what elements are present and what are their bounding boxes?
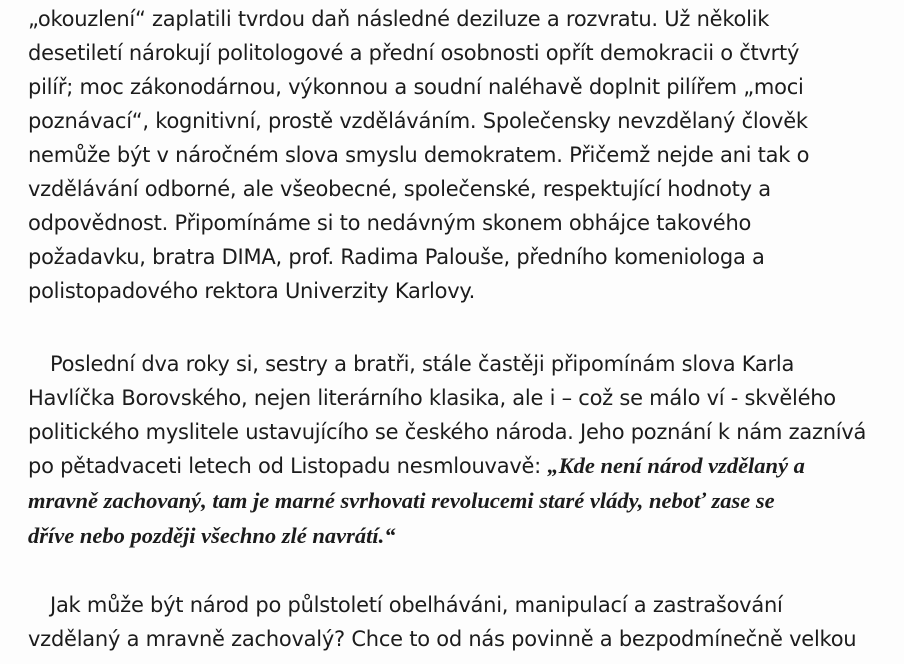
text-line: nemůže být v náročném slova smyslu demokratem. Přičemž nejde ani tak o — [28, 143, 810, 167]
text-line: vzdělávání odborné, ale všeobecné, společenské, respektující hodnoty a — [28, 177, 771, 201]
text-line: politického myslitele ustavujícího se českého národa. Jeho poznání k nám zaznívá — [28, 420, 867, 444]
quote-line: mravně zachovaný, tam je marné svrhovati revolucemi staré vlády, neboť zase se — [28, 488, 775, 513]
text-line: požadavku, bratra DIMA, prof. Radima Palouše, předního komeniologa a — [28, 245, 765, 269]
text-line: pilíř; moc zákonodárnou, výkonnou a soudní naléhavě doplnit pilířem „moci — [28, 75, 804, 99]
text-line: polistopadového rektora Univerzity Karlovy. — [28, 279, 476, 303]
text-line: desetiletí nárokují politologové a přední osobnosti opřít demokracii o čtvrtý — [28, 41, 800, 65]
plain-text: po pětadvaceti letech od Listopadu nesmlouvavě: — [28, 454, 548, 478]
quote-line: dříve nebo později všechno zlé navrátí.“ — [28, 523, 396, 548]
text-line: vzdělaný a mravně zachovalý? Chce to od nás povinně a bezpodmínečně velkou — [28, 627, 857, 651]
text-line — [28, 451, 805, 481]
text-line: „okouzlení“ zaplatili tvrdou daň následné deziluze a rozvratu. Už několik — [28, 7, 770, 31]
text-line: Havlíčka Borovského, nejen literárního klasika, ale i – což se málo ví - skvělého — [28, 386, 836, 410]
text-line: Poslední dva roky si, sestry a bratři, stále častěji připomínám slova Karla — [50, 352, 795, 376]
text-line: odpovědnost. Připomínáme si to nedávným skonem obhájce takového — [28, 211, 752, 235]
text-line: poznávací“, kognitivní, prostě vzděláváním. Společensky nevzdělaný člověk — [28, 109, 808, 133]
text-line: Jak může být národ po půlstoletí obelháváni, manipulací a zastrašování — [50, 593, 783, 617]
quote-text: „Kde není národ vzdělaný a — [547, 453, 805, 478]
